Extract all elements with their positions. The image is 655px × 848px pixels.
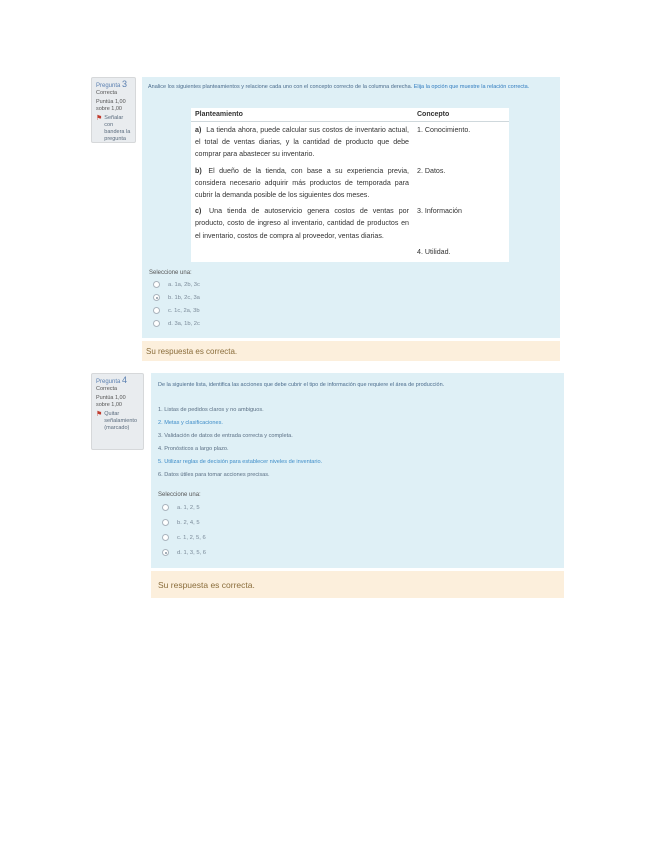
row-text: El dueño de la tienda, con base a su experiencia previa, considera necesario adquirir más productos de temporada para cubrir la demanda posible de los siguientes dos meses. — [195, 166, 409, 200]
option-label: a. 1a, 2b, 3c — [168, 281, 200, 288]
radio-button[interactable] — [162, 534, 169, 541]
option-label: c. 1c, 2a, 3b — [168, 307, 200, 314]
select-label: Seleccione una: — [158, 492, 201, 498]
list-item: 2. Metas y clasificaciones. — [158, 420, 223, 426]
radio-button[interactable] — [162, 504, 169, 511]
list-item: 4. Pronósticos a largo plazo. — [158, 446, 229, 452]
row-label: c) — [195, 207, 202, 216]
flag-question-link[interactable] — [96, 115, 131, 143]
row-concept: 4. Utilidad. — [417, 247, 451, 256]
radio-button[interactable] — [153, 307, 160, 314]
flag-icon: ⚑ — [96, 411, 103, 418]
option-label: c. 1, 2, 5, 6 — [177, 534, 206, 541]
row-concept: 1. Conocimiento. — [417, 126, 471, 134]
list-item: 5. Utilizar reglas de decisión para establecer niveles de inventario. — [158, 459, 323, 465]
row-label: a) — [195, 126, 202, 134]
question-4-feedback: Su respuesta es correcta. — [151, 571, 564, 598]
flag-icon: ⚑ — [96, 115, 103, 122]
question-3-info — [91, 77, 136, 143]
option-label: b. 1b, 2c, 3a — [168, 294, 200, 301]
radio-button-selected[interactable] — [162, 549, 169, 556]
question-3-text — [148, 82, 552, 92]
answer-option-c[interactable] — [153, 307, 200, 314]
list-item: 6. Datos útiles para tomar acciones precisas. — [158, 472, 270, 478]
question-number: 3 — [122, 79, 128, 89]
answer-option-c[interactable] — [162, 534, 206, 541]
question-grade: Puntúa 1,00 sobre 1,00 — [96, 99, 126, 112]
radio-button[interactable] — [153, 281, 160, 288]
answer-option-d[interactable] — [162, 549, 206, 556]
question-4-text: De la siguiente lista, identifica las acciones que debe cubrir el tipo de información que requiere el área de producción. — [158, 382, 445, 388]
question-3-content — [142, 77, 560, 338]
answer-option-d[interactable] — [153, 320, 200, 327]
option-label: b. 2, 4, 5 — [177, 519, 200, 526]
row-label: b) — [195, 166, 202, 175]
option-label: a. 1, 2, 5 — [177, 504, 200, 511]
select-label: Seleccione una: — [149, 270, 192, 276]
row-text: La tienda ahora, puede calcular sus costos de inventario actual, el total de ventas diarias, y la cantidad de producto que debe comprar para abastecer su inventario. — [195, 126, 409, 159]
question-grade: Puntúa 1,00 sobre 1,00 — [96, 395, 126, 408]
question-status: Correcta — [96, 90, 118, 96]
row-concept: 3. Información — [417, 207, 462, 216]
row-concept: 2. Datos. — [417, 166, 446, 175]
concept-table — [191, 108, 509, 262]
table-row — [191, 203, 509, 244]
radio-button[interactable] — [162, 519, 169, 526]
flag-question-label: Señalar con bandera la pregunta — [104, 115, 131, 142]
answer-option-a[interactable] — [162, 504, 200, 511]
question-status: Correcta — [96, 386, 118, 392]
table-row — [191, 163, 509, 204]
answer-option-b[interactable] — [153, 294, 200, 301]
question-4-info — [91, 373, 144, 450]
table-row — [191, 122, 509, 163]
option-label: d. 1, 3, 5, 6 — [177, 549, 207, 556]
unflag-question-label: Quitar señalamiento (marcado) — [104, 411, 137, 431]
answer-option-b[interactable] — [162, 519, 200, 526]
radio-button[interactable] — [153, 320, 160, 327]
table-row — [191, 244, 509, 262]
unflag-question-link[interactable] — [96, 411, 139, 432]
question-3-text-instruction: Elija la opción que muestre la relación correcta. — [413, 84, 530, 90]
table-header-concepto: Concepto — [413, 108, 509, 122]
question-label: Pregunta — [96, 83, 121, 89]
question-3-text-main: Analice los siguientes planteamientos y relacione cada uno con el concepto correcto de la columna derecha. — [148, 84, 414, 90]
question-label: Pregunta — [96, 379, 121, 385]
list-item: 1. Listas de pedidos claros y no ambiguos. — [158, 407, 264, 413]
question-4-content — [151, 373, 564, 568]
radio-button-selected[interactable] — [153, 294, 160, 301]
table-header-planteamiento: Planteamiento — [191, 108, 413, 122]
answer-option-a[interactable] — [153, 281, 200, 288]
question-number: 4 — [122, 375, 128, 385]
option-label: d. 3a, 1b, 2c — [168, 320, 200, 327]
list-item: 3. Validación de datos de entrada correcta y completa. — [158, 433, 293, 439]
row-text: Una tienda de autoservicio genera costos de ventas por producto, costo de ingreso al inventario, cantidad de productos en el inventario, costos de compra al proveedor, ventas diarias. — [195, 207, 409, 240]
question-3-feedback: Su respuesta es correcta. — [142, 341, 560, 361]
